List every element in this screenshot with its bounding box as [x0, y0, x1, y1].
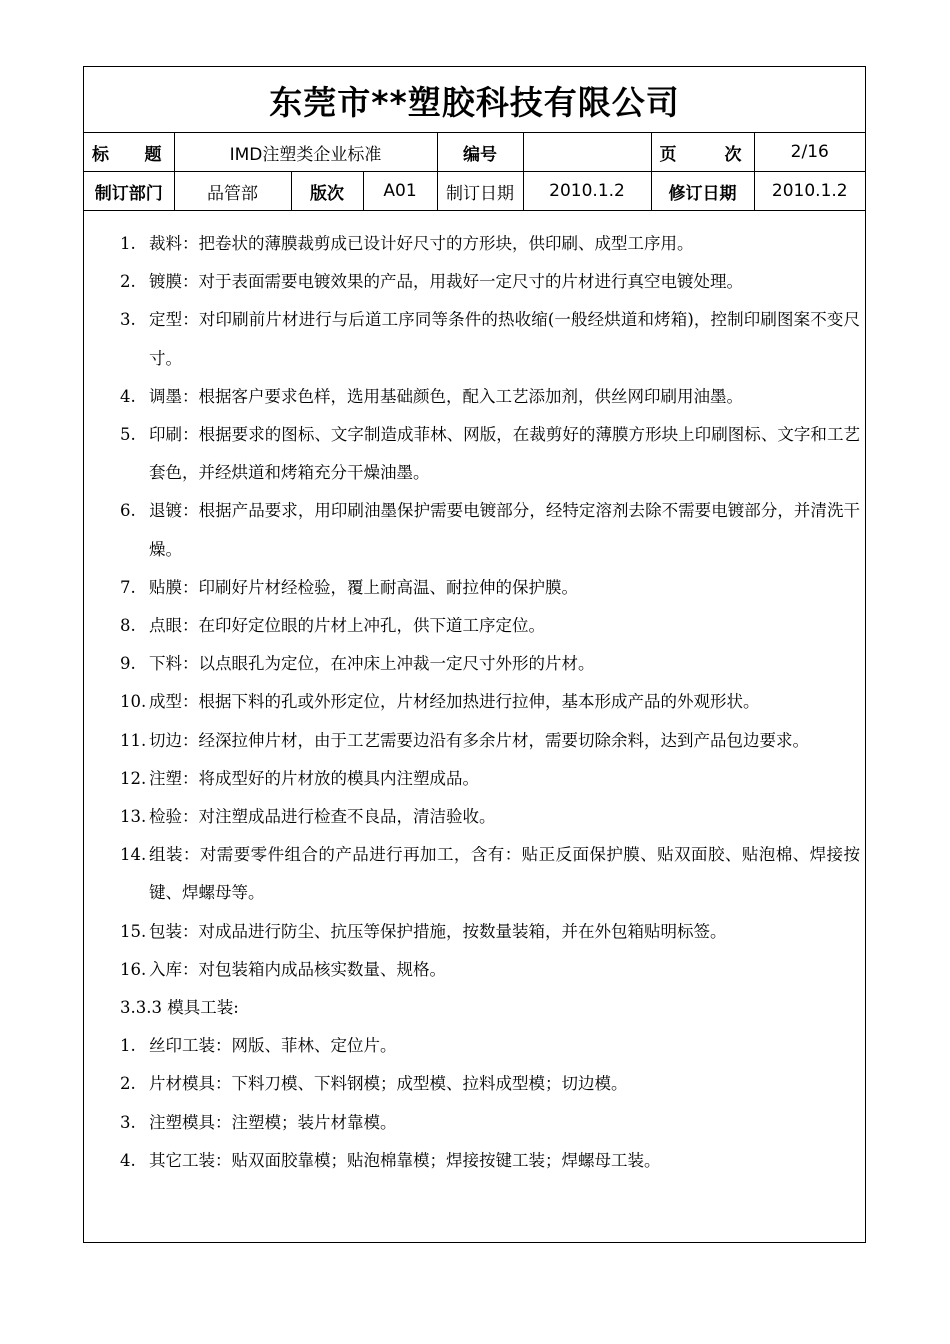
list-item: 8. 点眼：在印好定位眼的片材上冲孔，供下道工序定位。 — [120, 616, 545, 636]
list-item: 15. 包装：对成品进行防尘、抗压等保护措施，按数量装箱，并在外包箱贴明标签。 — [120, 921, 727, 941]
list-item: 1. 裁料：把卷状的薄膜裁剪成已设计好尺寸的方形块，供印刷、成型工序用。 — [120, 234, 694, 253]
list-item: 16. 入库：对包装箱内成品核实数量、规格。 — [120, 959, 446, 979]
revise-date-value: 2010.1.2 — [754, 172, 865, 211]
number-label: 编号 — [437, 133, 523, 172]
document-header-table — [84, 132, 865, 211]
document-body — [120, 225, 860, 1180]
list-item: 3. 定型：对印刷前片材进行与后道工序同等条件的热收缩(一般经烘道和烤箱)，控制印刷图案不变尺寸。 — [120, 310, 860, 368]
list-item: 1. 丝印工装：网版、菲林、定位片。 — [120, 1036, 397, 1056]
list-item: 5. 印刷：根据要求的图标、文字制造成菲林、网版，在裁剪好的薄膜方形块上印刷图标、文字和工艺套色，并经烘道和烤箱充分干燥油墨。 — [120, 425, 860, 483]
list-item: 12. 注塑：将成型好的片材放的模具内注塑成品。 — [120, 768, 479, 788]
made-date-label: 制订日期 — [437, 172, 523, 211]
list-item: 10. 成型：根据下料的孔或外形定位，片材经加热进行拉伸，基本形成产品的外观形状。 — [120, 692, 760, 712]
list-item: 2. 镀膜：对于表面需要电镀效果的产品，用裁好一定尺寸的片材进行真空电镀处理。 — [120, 272, 743, 292]
list-item: 6. 退镀：根据产品要求，用印刷油墨保护需要电镀部分，经特定溶剂去除不需要电镀部分，并清洗干燥。 — [120, 501, 860, 559]
list-item: 13. 检验：对注塑成品进行检查不良品，清洁验收。 — [120, 807, 496, 827]
title-label-cell — [84, 133, 174, 172]
title-value: IMD注塑类企业标准 — [174, 133, 437, 172]
list-item: 14. 组装：对需要零件组合的产品进行再加工，含有：贴正反面保护膜、贴双面胶、贴泡棉、焊接按键、焊螺母等。 — [120, 845, 860, 903]
document-frame — [83, 66, 866, 1243]
page-value: 2/16 — [754, 133, 865, 172]
list-item: 9. 下料：以点眼孔为定位，在冲床上冲裁一定尺寸外形的片材。 — [120, 654, 595, 674]
number-value — [523, 133, 651, 172]
company-title: 东莞市**塑胶科技有限公司 — [269, 82, 680, 122]
list-item: 3. 注塑模具：注塑模；装片材靠模。 — [120, 1112, 397, 1132]
title-label: 标 题 — [92, 144, 162, 165]
process-list — [120, 225, 860, 989]
list-item: 11. 切边：经深拉伸片材，由于工艺需要边沿有多余片材，需要切除余料，达到产品包边要求。 — [120, 730, 809, 750]
page-label-cell — [651, 133, 754, 172]
list-item: 4. 调墨：根据客户要求色样，选用基础颜色，配入工艺添加剂，供丝网印刷用油墨。 — [120, 386, 743, 406]
made-date-value: 2010.1.2 — [523, 172, 651, 211]
page-label: 页 次 — [659, 144, 742, 165]
version-label: 版次 — [291, 172, 363, 211]
list-item: 7. 贴膜：印刷好片材经检验，覆上耐高温、耐拉伸的保护膜。 — [120, 577, 578, 597]
dept-label: 制订部门 — [84, 172, 174, 211]
tooling-list — [120, 1027, 860, 1180]
section-heading: 3.3.3 模具工装: — [120, 998, 239, 1018]
dept-value: 品管部 — [174, 172, 291, 211]
list-item: 2. 片材模具：下料刀模、下料钢模；成型模、拉料成型模；切边模。 — [120, 1074, 628, 1094]
revise-date-label: 修订日期 — [651, 172, 754, 211]
list-item: 4. 其它工装：贴双面胶靠模；贴泡棉靠模；焊接按键工装；焊螺母工装。 — [120, 1150, 661, 1170]
version-value: A01 — [363, 172, 437, 211]
